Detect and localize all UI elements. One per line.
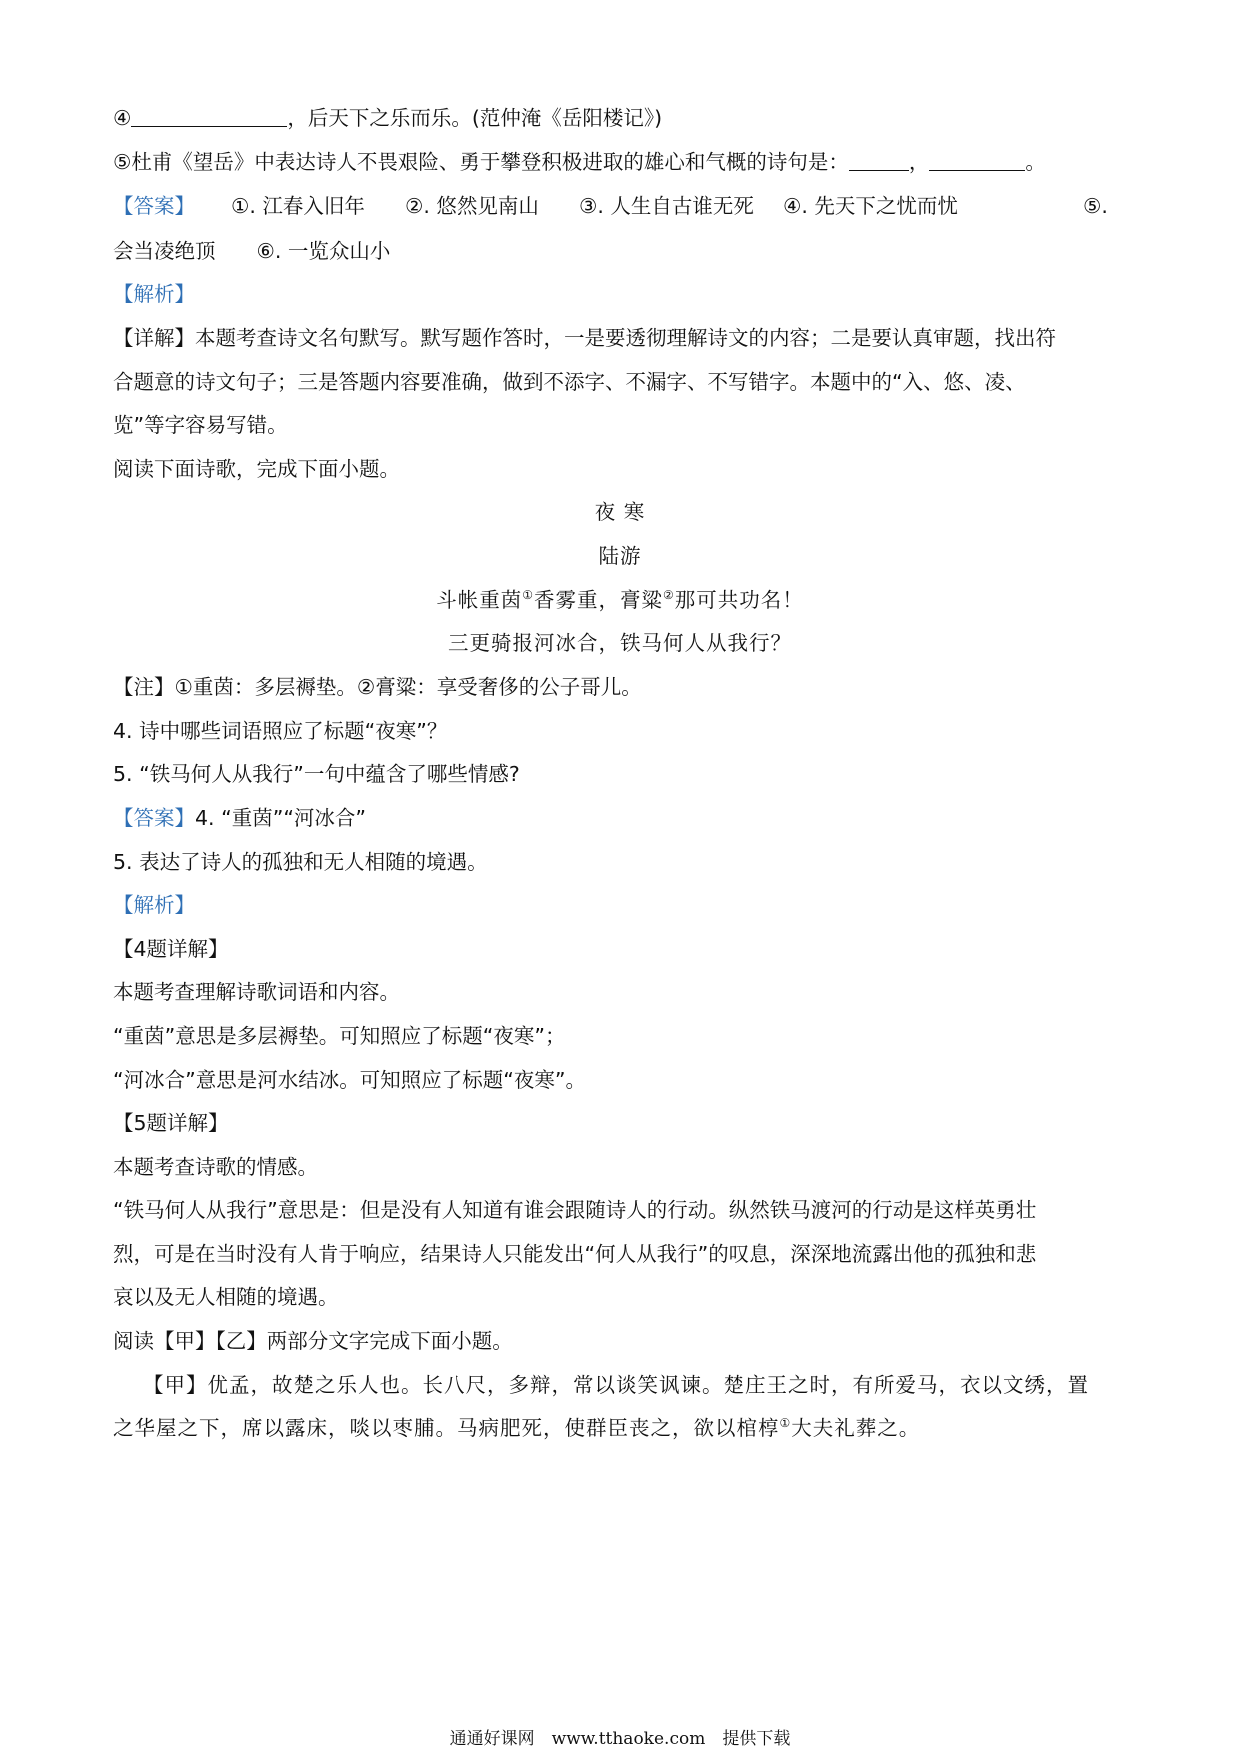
answer-item-1: ①. 江春入旧年 [231, 194, 365, 218]
jia-passage-line-2-part-a: 之华屋之下，席以露床，啖以枣脯。马病肥死，使群臣丧之，欲以棺椁 [113, 1416, 780, 1440]
footnote-marker-2: ② [663, 588, 675, 603]
q4-detail-heading: 【4题详解】 [113, 937, 229, 961]
poem-line-1-part-a: 斗帐重茵 [436, 588, 523, 612]
answer-1-row [113, 191, 1133, 221]
answer-blank-4[interactable] [131, 104, 287, 127]
footnote-marker-3: ① [779, 1416, 792, 1431]
poem-reading-instruction: 阅读下面诗歌，完成下面小题。 [113, 457, 400, 481]
question-5-separator: ， [908, 150, 930, 174]
q5-detail-line-1: 本题考查诗歌的情感。 [113, 1155, 318, 1179]
poem-line-1-part-c: 那可共功名！ [674, 588, 804, 612]
poem-line-1-part-b: 香雾重，膏粱 [534, 588, 663, 612]
answer-item-2: ②. 悠然见南山 [405, 194, 539, 218]
poem-title: 夜 寒 [594, 500, 646, 524]
question-4-fill-line [113, 103, 1133, 133]
analysis-label: 【解析】 [113, 282, 195, 306]
answer-item-4: ④. 先天下之忧而忧 [783, 194, 958, 218]
q5-detail-heading: 【5题详解】 [113, 1111, 229, 1135]
question-5-text: ⑤杜甫《望岳》中表达诗人不畏艰险、勇于攀登积极进取的雄心和气概的诗句是： [113, 150, 849, 174]
answer-item-3: ③. 人生自古谁无死 [579, 194, 754, 218]
poem-note: 【注】①重茵：多层褥垫。②膏粱：享受奢侈的公子哥儿。 [113, 675, 642, 699]
answer-5-text: 5. 表达了诗人的孤独和无人相随的境遇。 [113, 850, 488, 874]
question-5-end: 。 [1025, 150, 1046, 174]
q4-detail-line-1: 本题考查理解诗歌词语和内容。 [113, 980, 400, 1004]
q5-detail-line-4: 哀以及无人相随的境遇。 [113, 1285, 339, 1309]
detail-1-line-2: 合题意的诗文句子；三是答题内容要准确，做到不添字、不漏字、不写错字。本题中的“入、悠、凌、 [113, 370, 1026, 394]
jia-passage-line-2 [113, 1413, 1133, 1443]
q5-detail-line-3: 烈，可是在当时没有人肯于响应，结果诗人只能发出“何人从我行”的叹息，深深地流露出他的孤独和悲 [113, 1242, 1037, 1266]
answer-blank-5b[interactable] [929, 148, 1025, 171]
detail-1-line-3: 览”等字容易写错。 [113, 413, 288, 437]
answer-2-label: 【答案】 [113, 806, 195, 830]
footnote-marker-1: ① [522, 588, 534, 603]
poem-author: 陆游 [598, 544, 642, 568]
answer-item-5-start: ⑤. [1083, 194, 1108, 218]
answer-label: 【答案】 [113, 194, 195, 218]
question-5-fill-line [113, 147, 1133, 177]
q4-detail-line-2: “重茵”意思是多层褥垫。可知照应了标题“夜寒”； [113, 1024, 566, 1048]
poem-line-1 [0, 585, 1240, 615]
answer-blank-5a[interactable] [849, 148, 909, 171]
question-4-suffix: ，后天下之乐而乐。(范仲淹《岳阳楼记》) [287, 106, 663, 130]
question-4: 4. 诗中哪些词语照应了标题“夜寒”？ [113, 719, 448, 743]
answer-1-continuation: 会当凌绝顶 ⑥. 一览众山小 [113, 239, 391, 263]
jia-passage-line-1: 【甲】优孟，故楚之乐人也。长八尺，多辩，常以谈笑讽谏。楚庄王之时，有所爱马，衣以文绣，置 [143, 1373, 1089, 1397]
q5-detail-line-2: “铁马何人从我行”意思是：但是没有人知道有谁会跟随诗人的行动。纵然铁马渡河的行动是这样英勇壮 [113, 1198, 1037, 1222]
analysis-2-label: 【解析】 [113, 893, 195, 917]
jia-passage-line-2-part-b: 大夫礼葬之。 [791, 1416, 921, 1440]
detail-1-line-1: 【详解】本题考查诗文名句默写。默写题作答时，一是要透彻理解诗文的内容；二是要认真审题，找出符 [113, 326, 1056, 350]
answer-4-text: 4. “重茵”“河冰合” [195, 806, 367, 830]
poem-line-2: 三更骑报河冰合，铁马何人从我行？ [448, 631, 792, 655]
jia-yi-reading-instruction: 阅读【甲】【乙】两部分文字完成下面小题。 [113, 1329, 513, 1353]
answer-2-row [113, 803, 1133, 833]
page-footer: 通通好课网 www.tthaoke.com 提供下载 [449, 1729, 791, 1749]
question-4-prefix: ④ [113, 106, 132, 130]
q4-detail-line-3: “河冰合”意思是河水结冰。可知照应了标题“夜寒”。 [113, 1068, 586, 1092]
question-5: 5. “铁马何人从我行”一句中蕴含了哪些情感? [113, 762, 520, 786]
